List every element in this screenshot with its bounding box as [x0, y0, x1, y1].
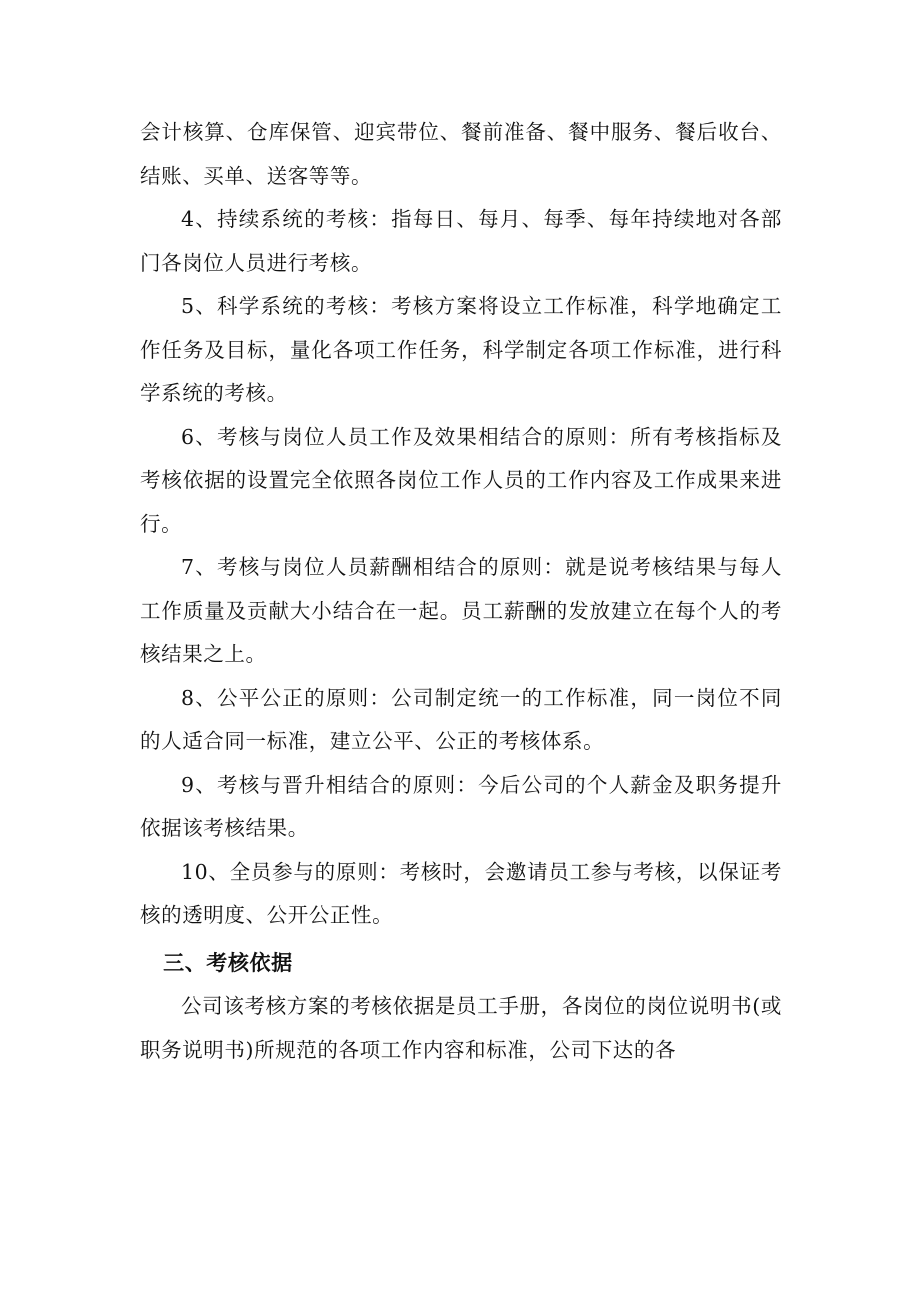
paragraph-principle-6: 6、考核与岗位人员工作及效果相结合的原则：所有考核指标及考核依据的设置完全依照各岗位工作人员的工作内容及工作成果来进行。: [140, 424, 782, 536]
paragraph-principle-10: 10、全员参与的原则：考核时，会邀请员工参与考核，以保证考核的透明度、公开公正性。: [140, 859, 782, 927]
paragraph-continued: 会计核算、仓库保管、迎宾带位、餐前准备、餐中服务、餐后收台、结账、买单、送客等等。: [140, 120, 782, 188]
paragraph-principle-5: 5、科学系统的考核：考核方案将设立工作标准，科学地确定工作任务及目标，量化各项工作任务，科学制定各项工作标准，进行科学系统的考核。: [140, 294, 782, 405]
paragraph-section-basis: 公司该考核方案的考核依据是员工手册，各岗位的岗位说明书(或职务说明书)所规范的各项工作内容和标准，公司下达的各: [140, 994, 782, 1062]
section-heading: 三、考核依据: [163, 950, 293, 975]
paragraph-principle-8: 8、公平公正的原则：公司制定统一的工作标准，同一岗位不同的人适合同一标准，建立公平、公正的考核体系。: [140, 685, 782, 753]
paragraph-principle-4: 4、持续系统的考核：指每日、每月、每季、每年持续地对各部门各岗位人员进行考核。: [140, 207, 782, 275]
paragraph-principle-7: 7、考核与岗位人员薪酬相结合的原则：就是说考核结果与每人工作质量及贡献大小结合在一起。员工薪酬的发放建立在每个人的考核结果之上。: [140, 555, 782, 666]
paragraph-principle-9: 9、考核与晋升相结合的原则：今后公司的个人薪金及职务提升依据该考核结果。: [140, 772, 782, 840]
document-body: [140, 111, 782, 1072]
